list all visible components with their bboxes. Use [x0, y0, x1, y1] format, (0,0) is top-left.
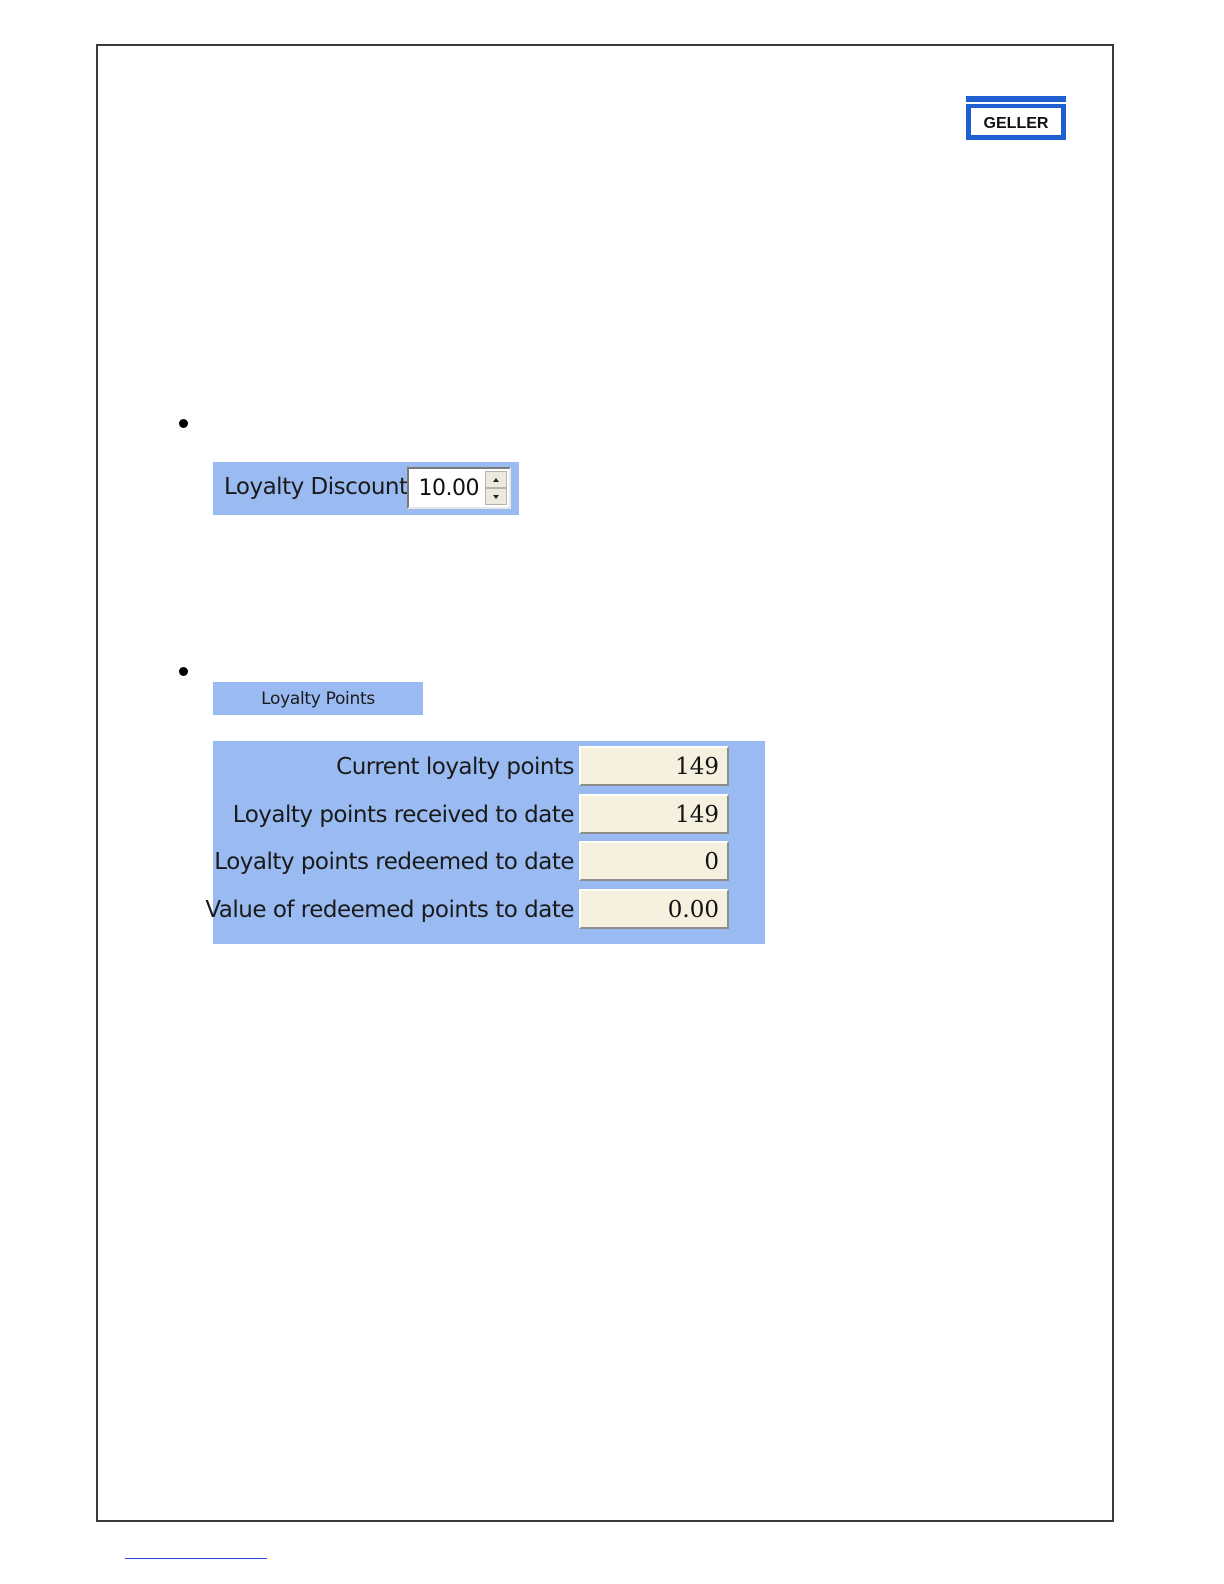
points-row-received	[213, 792, 765, 834]
spinner-buttons	[485, 471, 507, 505]
tab-loyalty-points[interactable]	[213, 682, 423, 715]
svg-text:GELLER: GELLER	[983, 115, 1049, 132]
loyalty-discount-panel	[213, 462, 519, 515]
received-points-label: Loyalty points received to date	[232, 802, 574, 828]
redeemed-value-field	[579, 889, 729, 929]
received-points-value: 149	[675, 802, 719, 828]
bullet-point	[179, 419, 188, 428]
loyalty-discount-label: Loyalty Discount	[224, 474, 408, 500]
loyalty-points-panel	[205, 741, 765, 944]
points-row-redeemed	[213, 839, 765, 881]
redeemed-value-value: 0.00	[667, 897, 719, 923]
loyalty-discount-value[interactable]: 10.00	[418, 476, 479, 501]
geller-logo	[966, 96, 1066, 140]
redeemed-value-label: Value of redeemed points to date	[205, 897, 574, 923]
bullet-point	[179, 667, 188, 676]
points-row-redeemed-value	[205, 887, 765, 929]
redeemed-points-value: 0	[704, 849, 719, 875]
current-points-field	[579, 746, 729, 786]
redeemed-points-field	[579, 841, 729, 881]
spinner-up-arrow-icon[interactable]	[485, 471, 507, 488]
tab-loyalty-points-label: Loyalty Points	[261, 689, 375, 709]
current-points-label: Current loyalty points	[336, 754, 574, 780]
points-row-current	[213, 744, 765, 786]
current-points-value: 149	[675, 754, 719, 780]
footer-rule	[125, 1558, 267, 1559]
spinner-down-arrow-icon[interactable]	[485, 488, 507, 505]
loyalty-discount-spinner[interactable]	[407, 467, 511, 509]
received-points-field	[579, 794, 729, 834]
redeemed-points-label: Loyalty points redeemed to date	[214, 849, 574, 875]
